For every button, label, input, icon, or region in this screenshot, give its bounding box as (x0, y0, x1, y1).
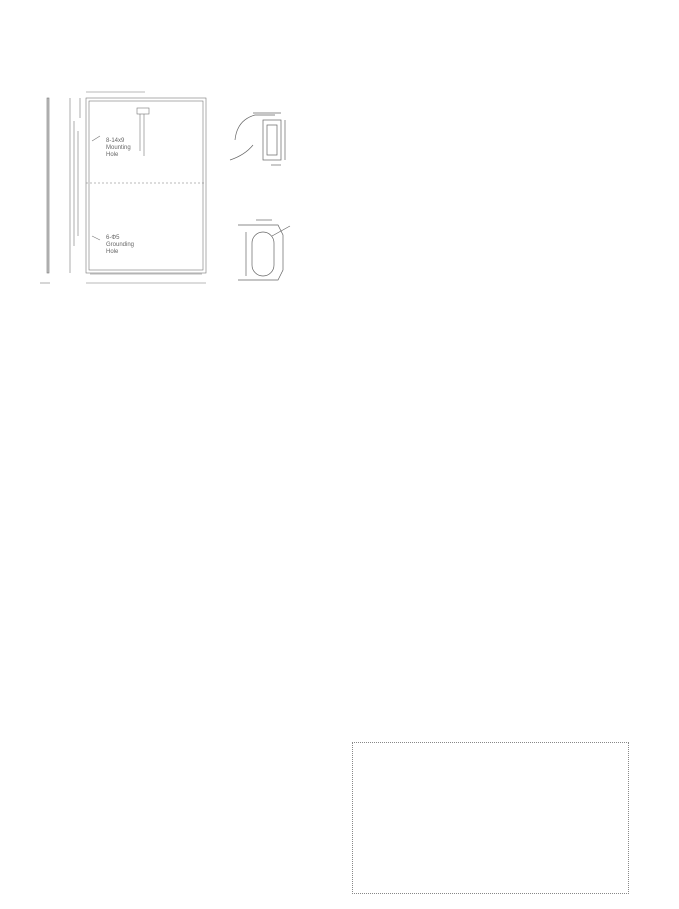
cross-section-drawing (225, 105, 295, 175)
rear-view-drawing (40, 86, 215, 296)
iv-curves-chart (340, 72, 640, 242)
mounting-hole-drawing (228, 210, 298, 290)
dim-ground-2: Grounding (106, 242, 135, 248)
dim-mounting-2: Mounting (106, 145, 131, 151)
dim-ground: 6-Φ5 (106, 235, 120, 241)
dim-ground-3: Hole (106, 249, 119, 255)
dim-mounting: 8-14x9 (106, 138, 125, 144)
dim-mounting-3: Hole (106, 152, 119, 158)
partner-box (352, 742, 629, 894)
